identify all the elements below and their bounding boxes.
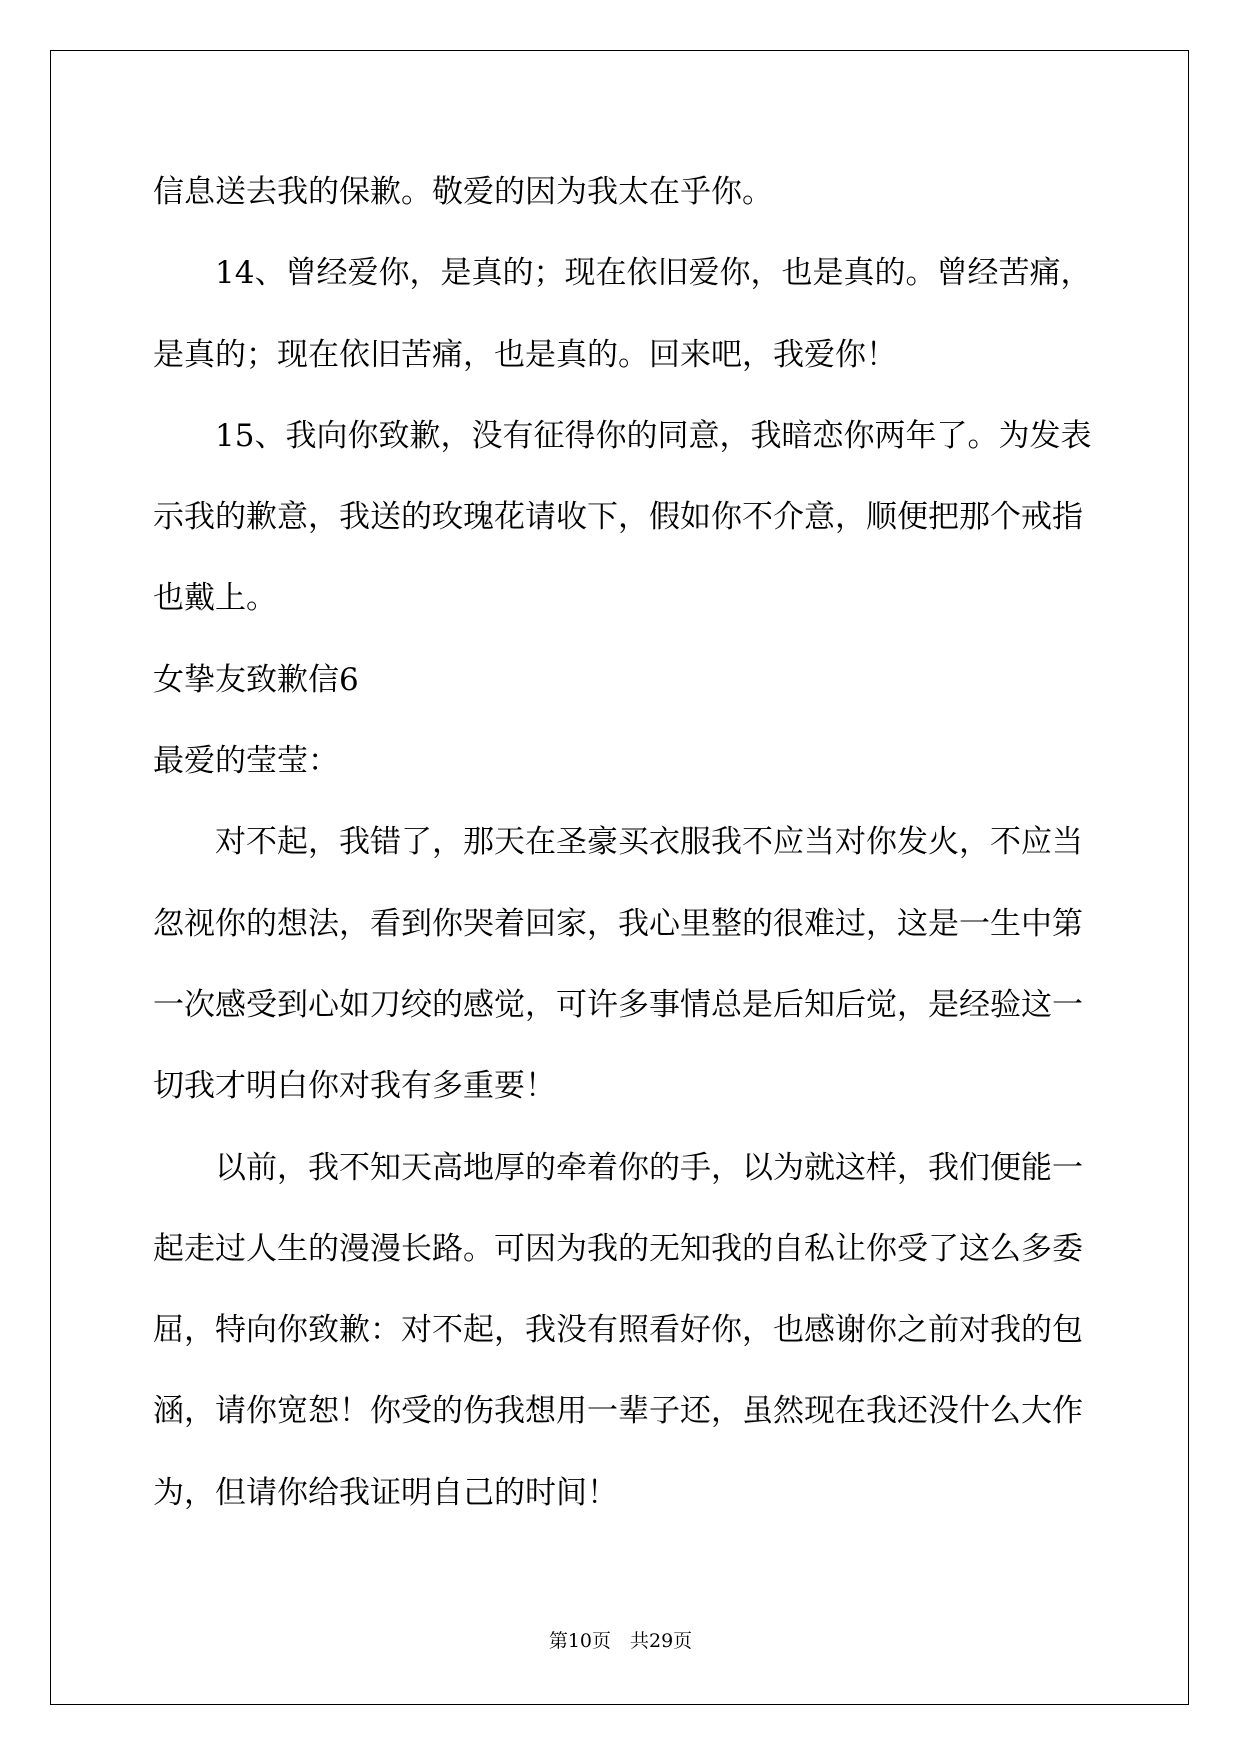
text-line: 也戴上。	[153, 580, 277, 617]
text-line: 信息送去我的保歉。敬爱的因为我太在乎你。	[153, 174, 773, 210]
text-line: 为，但请你给我证明自己的时间！	[153, 1474, 618, 1511]
text-line: 一次感受到心如刀绞的感觉，可许多事情总是后知后觉，是经验这一	[153, 986, 1083, 1023]
text-line: 涵，请你宽恕！你受的伤我想用一辈子还，虽然现在我还没什么大作	[153, 1393, 1083, 1430]
text-line: 忽视你的想法，看到你哭着回家，我心里整的很难过，这是一生中第	[153, 905, 1083, 942]
text-line: 15、我向你致歉，没有征得你的同意，我暗恋你两年了。为发表	[215, 417, 1092, 454]
text-line: 对不起，我错了，那天在圣豪买衣服我不应当对你发火，不应当	[215, 824, 1083, 861]
text-line: 屈，特向你致歉：对不起，我没有照看好你，也感谢你之前对我的包	[153, 1312, 1083, 1349]
section-title: 女挚友致歉信6	[153, 661, 359, 698]
page-number-footer: 第10页 共29页	[548, 1630, 693, 1652]
text-line: 起走过人生的漫漫长路。可因为我的无知我的自私让你受了这么多委	[153, 1230, 1083, 1267]
text-line: 14、曾经爱你，是真的；现在依旧爱你，也是真的。曾经苦痛，	[215, 255, 1092, 292]
salutation: 最爱的莹莹：	[153, 743, 339, 780]
text-line: 示我的歉意，我送的玫瑰花请收下，假如你不介意，顺便把那个戒指	[153, 499, 1083, 536]
text-line: 切我才明白你对我有多重要！	[153, 1068, 556, 1105]
document-body	[153, 152, 1153, 1534]
text-line: 以前，我不知天高地厚的牵着你的手，以为就这样，我们便能一	[215, 1149, 1083, 1186]
text-line: 是真的；现在依旧苦痛，也是真的。回来吧，我爱你！	[153, 336, 897, 373]
